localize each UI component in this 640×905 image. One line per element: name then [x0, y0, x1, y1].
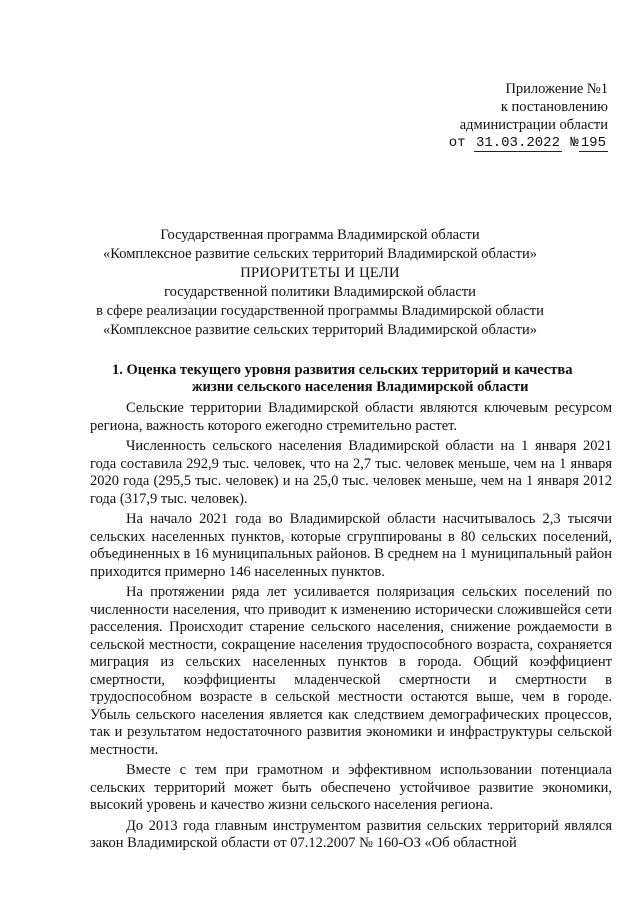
attachment-line-administration: администрации области — [459, 117, 608, 133]
priorities-line3: в сфере реализации государственной программы Владимирской области — [96, 303, 544, 319]
section-heading-line2: жизни сельского населения Владимирской области — [192, 379, 529, 395]
priorities-heading: ПРИОРИТЕТЫ И ЦЕЛИ — [240, 265, 400, 281]
paragraph: Численность сельского населения Владимирской области на 1 января 2021 года составила 292,9 тыс. человек, что на 2,7 тыс. человек меньше, чем на 1 января 2020 года (295,5 тыс. человек) и на 25,0 тыс. человек меньше, чем на 1 января 2012 года (317,9 тыс. человек). — [90, 438, 612, 507]
date-prefix: от — [448, 135, 466, 151]
priorities-line2: государственной политики Владимирской области — [164, 284, 476, 300]
program-title-line2: «Комплексное развитие сельских территорий Владимирской области» — [103, 246, 537, 262]
attachment-header — [449, 80, 608, 152]
paragraph: Вместе с тем при грамотном и эффективном использовании потенциала сельских территорий может быть обеспечено устойчивое развитие экономики, высокий уровень и качество жизни сельского населения региона. — [90, 762, 612, 813]
resolution-date: 31.03.2022 — [475, 135, 560, 151]
attachment-line-resolution: к постановлению — [500, 99, 608, 115]
number-prefix: № — [570, 135, 579, 151]
paragraph: На протяжении ряда лет усиливается поляризация сельских поселений по численности населения, что приводит к изменению исторически сложившейся сети расселения. Происходит старение сельского населения, снижение рождаемости в сельской местности, сокращение населения трудоспособного возраста, сохраняется миграция из сельских населенных пунктов в города. Общий коэффициент смертности, коэффициенты младенческой смертности и смертности в трудоспособном возрасте в сельской местности остаются выше, чем в городе. Убыль сельского населения является как следствием демографических процессов, так и результатом недостаточного развития экономики и инфраструктуры сельской местности. — [90, 584, 612, 758]
paragraph: Сельские территории Владимирской области являются ключевым ресурсом региона, важность которого ежегодно стремительно растет. — [90, 400, 612, 434]
program-title-line1: Государственная программа Владимирской области — [160, 227, 480, 243]
section-heading-line1: 1. Оценка текущего уровня развития сельских территорий и качества — [112, 362, 573, 378]
program-title — [0, 226, 640, 264]
paragraph: До 2013 года главным инструментом развития сельских территорий являлся закон Владимирской области от 07.12.2007 № 160-ОЗ «Об областной — [90, 817, 612, 851]
attachment-title: Приложение №1 — [505, 81, 608, 97]
priorities-line4: «Комплексное развитие сельских территорий Владимирской области» — [103, 322, 537, 338]
priorities-title — [0, 264, 640, 340]
paragraph: На начало 2021 года во Владимирской области насчитывалось 2,3 тысячи сельских населенных пунктов, которые сгруппированы в 80 сельских поселений, объединенных в 16 муниципальных районов. В среднем на 1 муниципальный район приходится примерно 146 населенных пунктов. — [90, 511, 612, 580]
attachment-date-number — [449, 134, 608, 152]
resolution-number: 195 — [580, 135, 606, 151]
section-heading — [112, 362, 612, 396]
body-text — [90, 400, 612, 853]
